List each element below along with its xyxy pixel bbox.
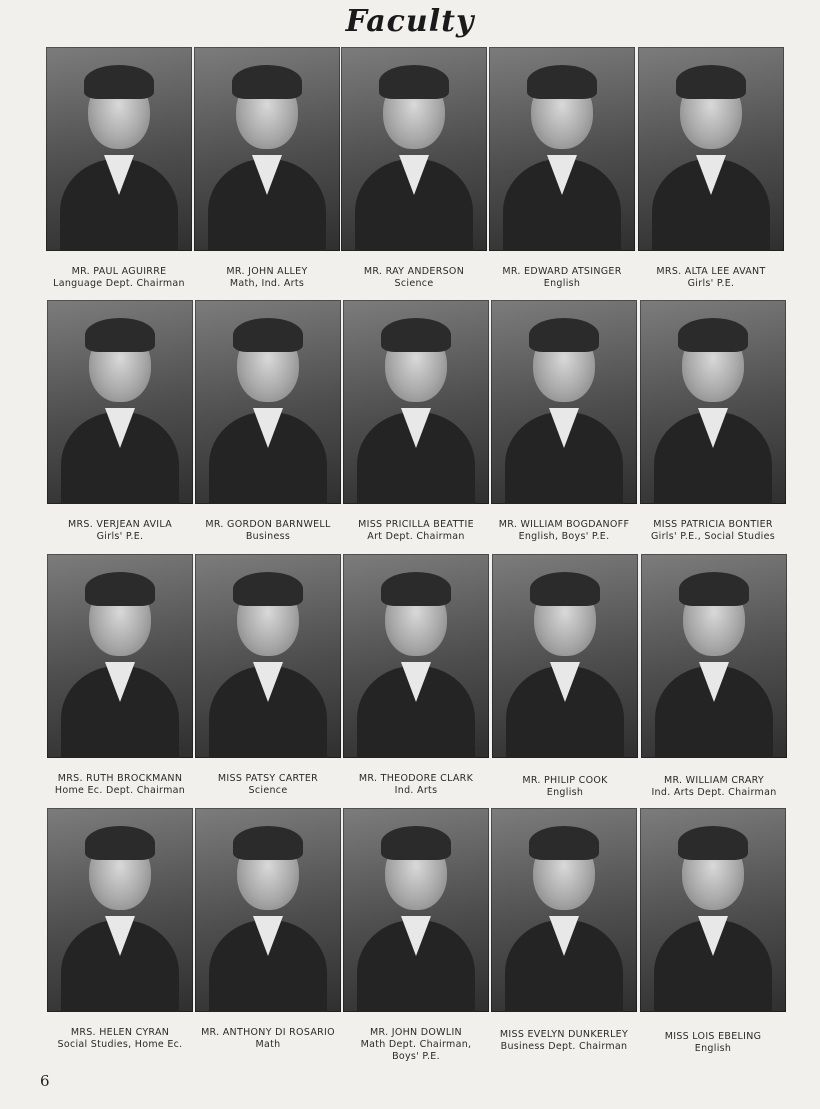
- faculty-photo: [491, 808, 637, 1012]
- faculty-photo: [343, 554, 489, 758]
- faculty-photo: [489, 47, 635, 251]
- faculty-role: Art Dept. Chairman: [367, 531, 465, 542]
- faculty-role: Ind. Arts: [394, 785, 438, 796]
- faculty-name: MISS PATRICIA BONTIER: [653, 519, 773, 530]
- faculty-name: MR. WILLIAM BOGDANOFF: [498, 519, 630, 530]
- faculty-role: Business: [245, 531, 291, 542]
- faculty-role: Girls' P.E., Social Studies: [651, 531, 775, 542]
- faculty-role: Ind. Arts Dept. Chairman: [651, 787, 777, 798]
- faculty-photo: [492, 554, 638, 758]
- faculty-name: MR. PHILIP COOK: [522, 775, 608, 786]
- faculty-photo: [491, 300, 637, 504]
- faculty-role: Math: [255, 1039, 281, 1050]
- faculty-name: MRS. RUTH BROCKMANN: [57, 773, 183, 784]
- faculty-role: Science: [248, 785, 288, 796]
- faculty-role: English: [543, 278, 581, 289]
- faculty-role: Math Dept. Chairman,: [360, 1039, 472, 1050]
- faculty-role: Home Ec. Dept. Chairman: [54, 785, 186, 796]
- faculty-name: MRS. VERJEAN AVILA: [68, 519, 172, 530]
- faculty-photo: [638, 47, 784, 251]
- faculty-photo: [194, 47, 340, 251]
- faculty-role: English: [694, 1043, 732, 1054]
- faculty-role: Girls' P.E.: [96, 531, 144, 542]
- faculty-name: MISS PRICILLA BEATTIE: [358, 519, 474, 530]
- faculty-role: Science: [394, 278, 434, 289]
- faculty-role-extra: Boys' P.E.: [392, 1051, 440, 1062]
- faculty-photo: [343, 808, 489, 1012]
- faculty-name: MR. RAY ANDERSON: [363, 266, 465, 277]
- faculty-photo: [641, 554, 787, 758]
- faculty-role: Social Studies, Home Ec.: [57, 1039, 183, 1050]
- faculty-role: Language Dept. Chairman: [53, 278, 185, 289]
- faculty-name: MISS LOIS EBELING: [664, 1031, 762, 1042]
- faculty-name: MR. THEODORE CLARK: [358, 773, 474, 784]
- faculty-name: MR. GORDON BARNWELL: [205, 519, 331, 530]
- faculty-photo: [47, 808, 193, 1012]
- faculty-name: MISS EVELYN DUNKERLEY: [499, 1029, 629, 1040]
- faculty-role: Math, Ind. Arts: [229, 278, 305, 289]
- faculty-role: Business Dept. Chairman: [500, 1041, 628, 1052]
- faculty-name: MRS. ALTA LEE AVANT: [656, 266, 766, 277]
- faculty-name: MR. JOHN ALLEY: [226, 266, 308, 277]
- faculty-role: Girls' P.E.: [687, 278, 735, 289]
- faculty-name: MR. EDWARD ATSINGER: [502, 266, 622, 277]
- faculty-name: MR. WILLIAM CRARY: [663, 775, 765, 786]
- faculty-photo: [195, 808, 341, 1012]
- faculty-photo: [195, 300, 341, 504]
- faculty-photo: [640, 808, 786, 1012]
- faculty-name: MISS PATSY CARTER: [217, 773, 319, 784]
- faculty-role: English, Boys' P.E.: [518, 531, 610, 542]
- faculty-name: MR. PAUL AGUIRRE: [71, 266, 167, 277]
- faculty-name: MR. ANTHONY DI ROSARIO: [201, 1027, 335, 1038]
- faculty-name: MRS. HELEN CYRAN: [70, 1027, 170, 1038]
- faculty-photo: [46, 47, 192, 251]
- faculty-photo: [47, 554, 193, 758]
- faculty-photo: [195, 554, 341, 758]
- faculty-role: English: [546, 787, 584, 798]
- page-title: Faculty: [345, 4, 475, 39]
- faculty-photo: [47, 300, 193, 504]
- faculty-photo: [343, 300, 489, 504]
- page-number: 6: [40, 1072, 50, 1090]
- faculty-name: MR. JOHN DOWLIN: [370, 1027, 462, 1038]
- faculty-photo: [640, 300, 786, 504]
- faculty-photo: [341, 47, 487, 251]
